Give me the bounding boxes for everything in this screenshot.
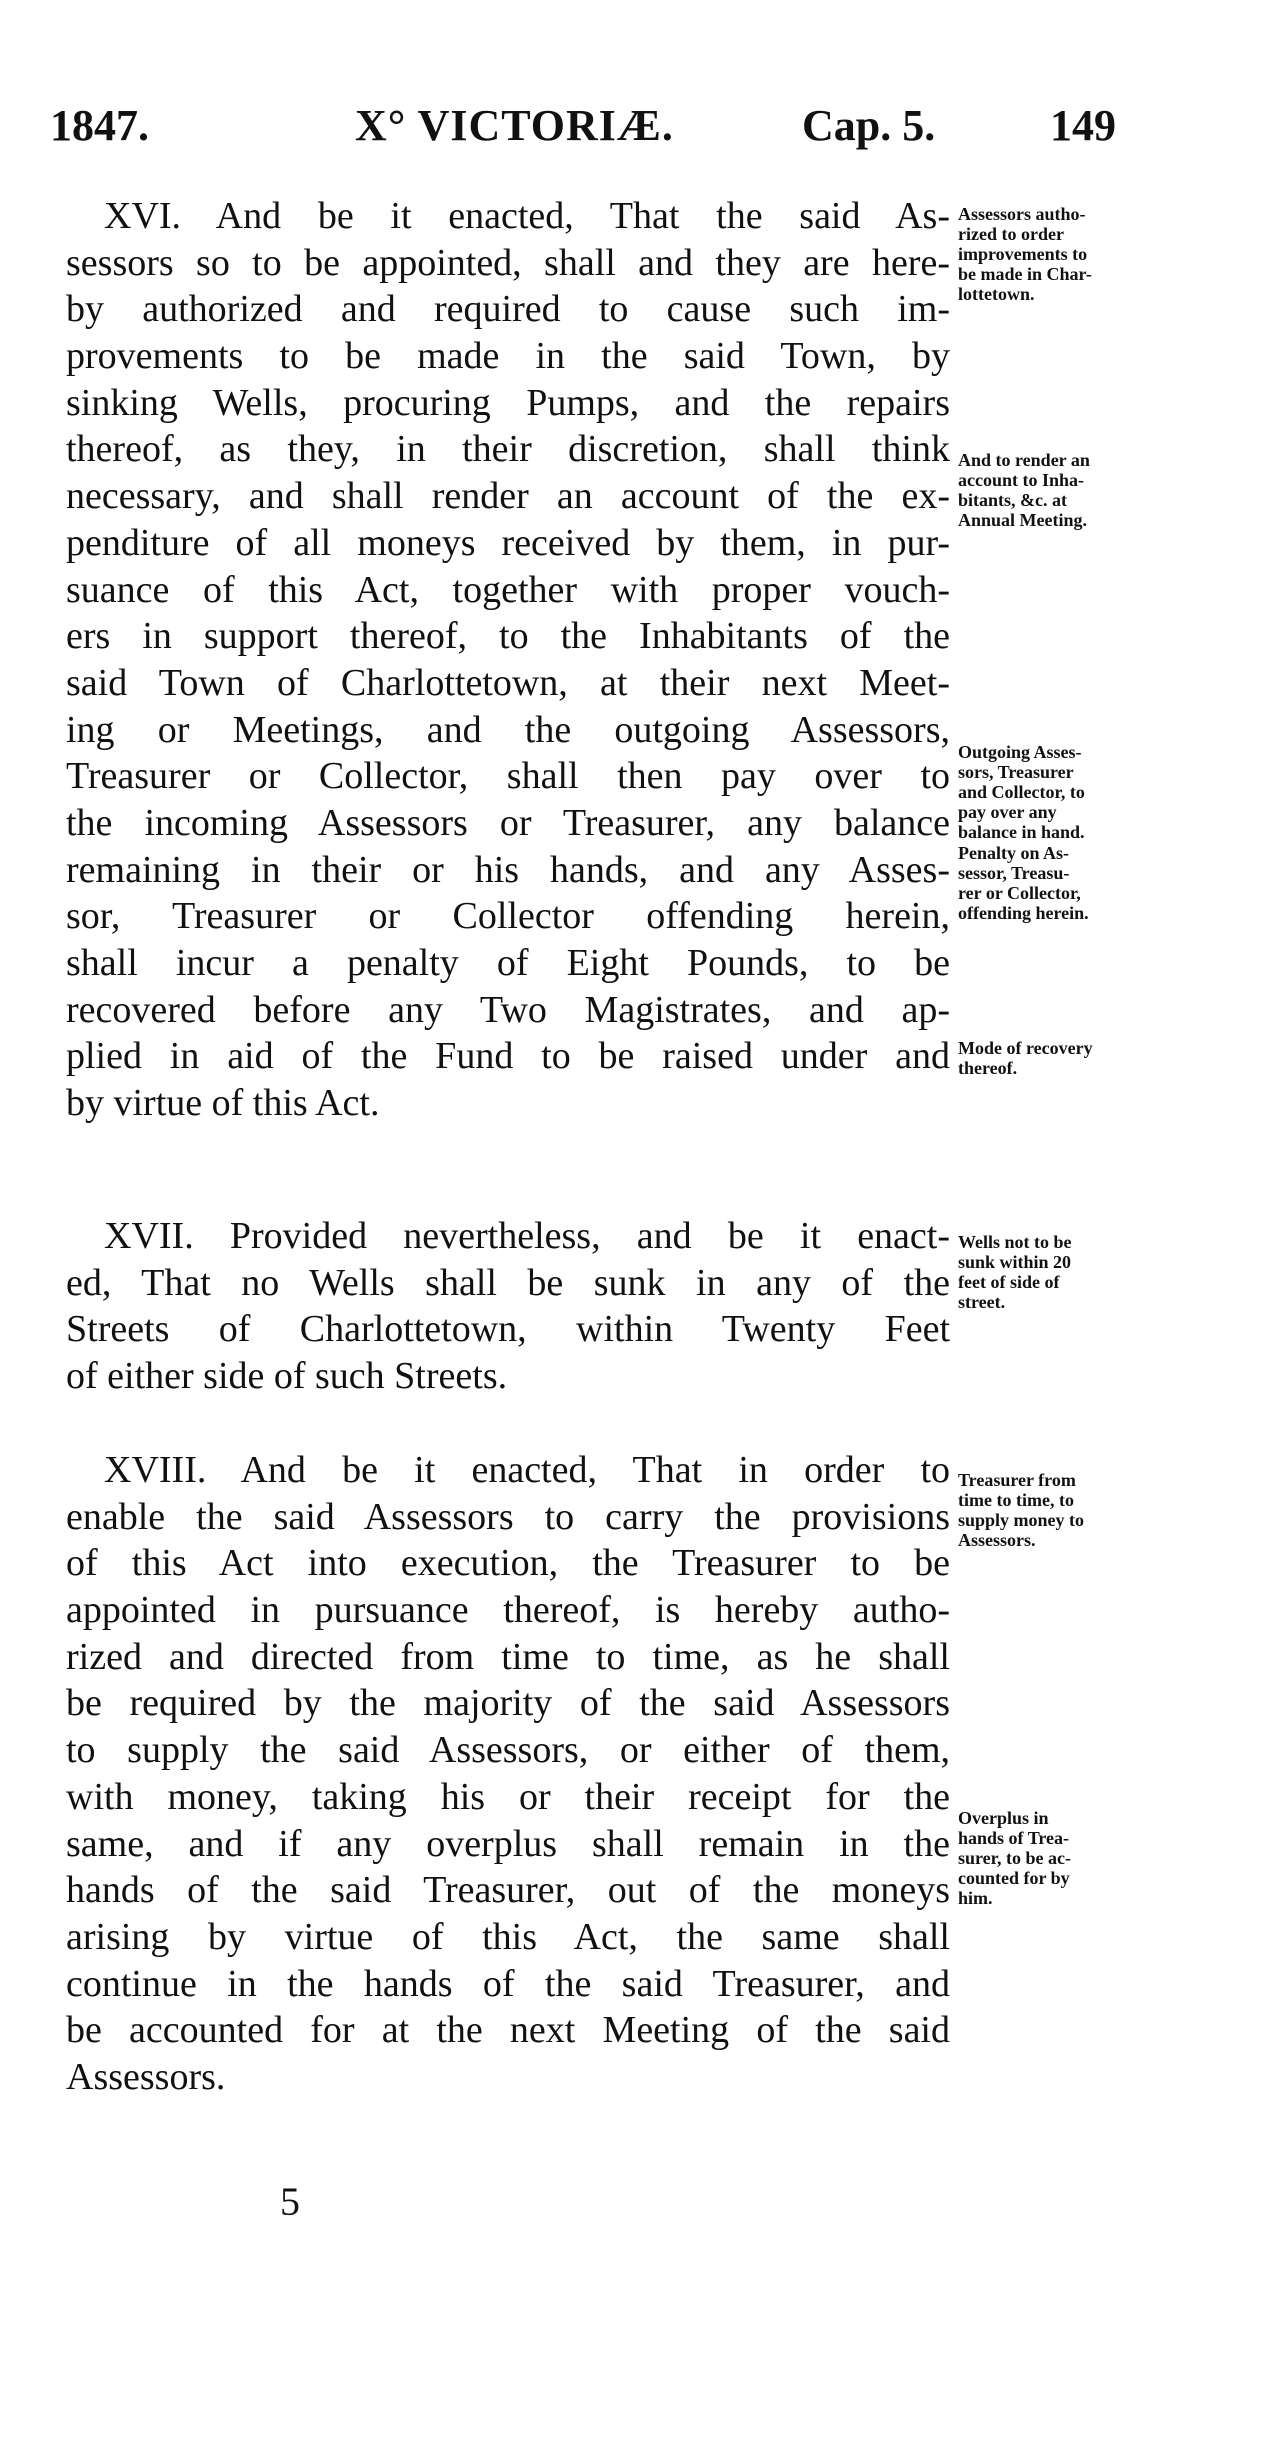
text-line: plied in aid of the Fund to be raised under and	[66, 1035, 950, 1078]
text-line: sessors so to be appointed, shall and they are here-	[66, 241, 950, 284]
text-line: continue in the hands of the said Treasurer, and	[66, 1962, 950, 2005]
section-xvi	[66, 193, 950, 1127]
margin-note-line: balance in hand.	[958, 822, 1085, 842]
text-line: XVI. And be it enacted, That the said As-	[104, 195, 950, 237]
text-line: of this Act into execution, the Treasurer to be	[66, 1542, 950, 1585]
margin-note-line: Penalty on As-	[958, 843, 1070, 863]
text-line: appointed in pursuance thereof, is hereby autho-	[66, 1589, 950, 1632]
margin-note-line: supply money to	[958, 1510, 1085, 1530]
margin-note-line: Annual Meeting.	[958, 510, 1088, 530]
margin-note-outgoing-assessors	[958, 742, 1158, 842]
margin-note-line: him.	[958, 1888, 993, 1908]
text-line: shall incur a penalty of Eight Pounds, to be	[66, 942, 950, 984]
text-line: by authorized and required to cause such im-	[66, 288, 950, 331]
margin-note-treasurer-supply	[958, 1470, 1158, 1550]
margin-note-line: sessor, Treasu-	[958, 863, 1070, 883]
margin-note-penalty	[958, 843, 1158, 923]
margin-note-render-account	[958, 450, 1158, 530]
text-line: suance of this Act, together with proper vouch-	[66, 568, 950, 611]
margin-note-line: bitants, &c. at	[958, 490, 1067, 510]
text-line: arising by virtue of this Act, the same shall	[66, 1915, 950, 1958]
margin-note-wells	[958, 1232, 1158, 1312]
margin-note-line: account to Inha-	[958, 470, 1085, 490]
text-line: sor, Treasurer or Collector offending herein,	[66, 895, 950, 938]
margin-note-line: street.	[958, 1292, 1006, 1312]
margin-note-line: Mode of recovery	[958, 1038, 1093, 1058]
running-header	[50, 100, 1130, 160]
margin-note-line: Wells not to be	[958, 1232, 1072, 1252]
text-line: by virtue of this Act.	[66, 1082, 380, 1125]
text-line: remaining in their or his hands, and any Asses-	[66, 848, 950, 891]
text-line: same, and if any overplus shall remain in the	[66, 1822, 950, 1865]
margin-note-line: Assessors.	[958, 1530, 1036, 1550]
margin-note-line: sunk within 20	[958, 1252, 1072, 1272]
margin-note-line: pay over any	[958, 802, 1057, 822]
text-line: be required by the majority of the said Assessors	[66, 1682, 950, 1725]
margin-note-line: feet of side of	[958, 1272, 1060, 1292]
margin-note-line: offending herein.	[958, 903, 1089, 923]
signature-mark: 5	[280, 2179, 300, 2224]
margin-note-line: counted for by	[958, 1868, 1070, 1888]
text-line: rized and directed from time to time, as he shall	[66, 1635, 950, 1678]
margin-note-line: rer or Collector,	[958, 883, 1081, 903]
margin-note-line: surer, to be ac-	[958, 1848, 1071, 1868]
text-line: Assessors.	[66, 2055, 226, 2098]
text-line: hands of the said Treasurer, out of the moneys	[66, 1869, 950, 1912]
page-number: 149	[1050, 101, 1116, 150]
margin-note-line: Treasurer from	[958, 1470, 1076, 1490]
margin-note-line: Assessors autho-	[958, 204, 1086, 224]
section-xviii	[66, 1447, 950, 2101]
margin-note-line: be made in Char-	[958, 264, 1092, 284]
text-line: recovered before any Two Magistrates, and ap-	[66, 988, 950, 1031]
text-line: said Town of Charlottetown, at their next Meet-	[66, 661, 950, 704]
text-line: ed, That no Wells shall be sunk in any of the	[66, 1261, 950, 1304]
text-line: XVII. Provided nevertheless, and be it enact-	[104, 1215, 950, 1257]
header-title: X° VICTORIÆ.	[355, 101, 674, 150]
margin-note-line: improvements to	[958, 244, 1088, 264]
margin-note-line: Overplus in	[958, 1808, 1049, 1828]
margin-note-line: lottetown.	[958, 284, 1035, 304]
text-line: necessary, and shall render an account of the ex-	[66, 475, 950, 518]
margin-note-assessors-authorized	[958, 204, 1158, 304]
text-line: the incoming Assessors or Treasurer, any balance	[66, 801, 950, 844]
text-line: XVIII. And be it enacted, That in order to	[104, 1449, 950, 1491]
section-xvii	[66, 1213, 950, 1400]
margin-note-line: And to render an	[958, 450, 1090, 470]
margin-note-line: thereof.	[958, 1058, 1018, 1078]
header-year: 1847.	[50, 101, 149, 150]
margin-note-line: hands of Trea-	[958, 1828, 1070, 1848]
text-line: Treasurer or Collector, shall then pay over to	[66, 755, 950, 798]
text-line: thereof, as they, in their discretion, shall think	[66, 428, 950, 471]
text-line: be accounted for at the next Meeting of the said	[66, 2009, 950, 2052]
margin-note-line: and Collector, to	[958, 782, 1085, 802]
text-line: Streets of Charlottetown, within Twenty Feet	[66, 1308, 950, 1351]
text-line: of either side of such Streets.	[66, 1355, 508, 1398]
header-chapter: Cap. 5.	[802, 101, 936, 150]
text-line: provements to be made in the said Town, by	[66, 335, 950, 378]
text-line: sinking Wells, procuring Pumps, and the repairs	[66, 381, 950, 424]
text-line: to supply the said Assessors, or either of them,	[66, 1729, 950, 1772]
margin-note-line: Outgoing Asses-	[958, 742, 1082, 762]
margin-note-line: sors, Treasurer	[958, 762, 1074, 782]
text-line: with money, taking his or their receipt for the	[66, 1775, 950, 1818]
text-line: ers in support thereof, to the Inhabitants of the	[66, 615, 950, 658]
text-line: penditure of all moneys received by them, in pur-	[66, 521, 950, 564]
margin-note-mode-of-recovery	[958, 1038, 1158, 1078]
margin-note-line: rized to order	[958, 224, 1064, 244]
text-line: ing or Meetings, and the outgoing Assessors,	[66, 708, 950, 751]
margin-note-line: time to time, to	[958, 1490, 1074, 1510]
margin-note-overplus	[958, 1808, 1158, 1908]
text-line: enable the said Assessors to carry the provisions	[66, 1495, 950, 1538]
